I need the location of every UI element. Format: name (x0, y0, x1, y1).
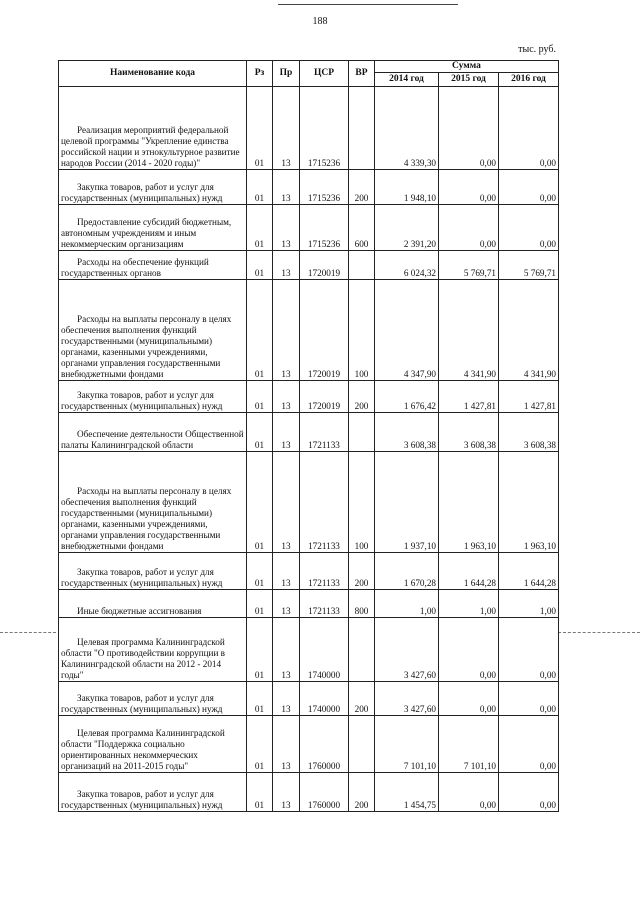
row-vr: 800 (349, 590, 375, 618)
header-2014: 2014 год (375, 73, 439, 87)
header-sum: Сумма (375, 61, 559, 73)
table-row (59, 170, 559, 205)
row-value-2014: 3 608,38 (375, 413, 439, 452)
row-vr: 200 (349, 170, 375, 205)
row-csr: 1740000 (300, 618, 349, 682)
row-csr: 1721133 (300, 590, 349, 618)
row-vr: 200 (349, 381, 375, 413)
row-vr (349, 618, 375, 682)
row-name: Обеспечение деятельности Общественной палаты Калининградской области (59, 413, 247, 452)
row-value-2015: 3 608,38 (439, 413, 499, 452)
row-vr: 200 (349, 682, 375, 716)
row-value-2014: 6 024,32 (375, 251, 439, 280)
header-2015: 2015 год (439, 73, 499, 87)
row-rz: 01 (247, 590, 273, 618)
row-value-2016: 0,00 (499, 205, 559, 251)
header-csr: ЦСР (300, 61, 349, 87)
row-rz: 01 (247, 553, 273, 590)
row-pr: 13 (273, 381, 300, 413)
row-name: Целевая программа Калининградской области "О противодействии коррупции в Калининградской области на 2012 - 2014 годы" (59, 618, 247, 682)
row-pr: 13 (273, 553, 300, 590)
row-pr: 13 (273, 452, 300, 553)
row-pr: 13 (273, 87, 300, 170)
row-rz: 01 (247, 716, 273, 773)
row-value-2016: 0,00 (499, 87, 559, 170)
table-row (59, 618, 559, 682)
row-name: Расходы на выплаты персоналу в целях обеспечения выполнения функций государственными (муниципальными) органами, казенными учреждениями, органами управления государственными внебюджетными фондами (59, 452, 247, 553)
row-value-2014: 3 427,60 (375, 682, 439, 716)
row-vr: 200 (349, 553, 375, 590)
row-value-2015: 0,00 (439, 773, 499, 812)
row-value-2014: 1 676,42 (375, 381, 439, 413)
row-pr: 13 (273, 170, 300, 205)
row-vr (349, 413, 375, 452)
row-csr: 1721133 (300, 452, 349, 553)
budget-table (58, 60, 559, 812)
row-value-2016: 1 427,81 (499, 381, 559, 413)
table-header-row (59, 61, 559, 73)
row-value-2016: 0,00 (499, 773, 559, 812)
row-csr: 1740000 (300, 682, 349, 716)
row-value-2016: 5 769,71 (499, 251, 559, 280)
row-csr: 1720019 (300, 280, 349, 381)
row-name: Иные бюджетные ассигнования (59, 590, 247, 618)
table-row (59, 413, 559, 452)
row-value-2015: 0,00 (439, 618, 499, 682)
table-body (59, 87, 559, 812)
row-value-2015: 4 341,90 (439, 280, 499, 381)
row-csr: 1760000 (300, 773, 349, 812)
page-number: 188 (312, 16, 328, 27)
row-value-2015: 5 769,71 (439, 251, 499, 280)
fold-mark-left (0, 632, 56, 633)
row-value-2015: 1 427,81 (439, 381, 499, 413)
row-name: Закупка товаров, работ и услуг для государственных (муниципальных) нужд (59, 170, 247, 205)
row-csr: 1720019 (300, 381, 349, 413)
row-vr: 100 (349, 452, 375, 553)
row-value-2016: 0,00 (499, 170, 559, 205)
row-csr: 1721133 (300, 553, 349, 590)
row-value-2014: 1 937,10 (375, 452, 439, 553)
row-value-2016: 4 341,90 (499, 280, 559, 381)
table-row (59, 205, 559, 251)
row-value-2016: 1 644,28 (499, 553, 559, 590)
row-csr: 1721133 (300, 413, 349, 452)
header-rz: Рз (247, 61, 273, 87)
row-value-2016: 1,00 (499, 590, 559, 618)
row-vr (349, 87, 375, 170)
row-vr: 100 (349, 280, 375, 381)
header-vr: ВР (349, 61, 375, 87)
row-value-2015: 0,00 (439, 87, 499, 170)
row-name: Расходы на обеспечение функций государственных органов (59, 251, 247, 280)
row-value-2015: 1 963,10 (439, 452, 499, 553)
table-row (59, 381, 559, 413)
row-pr: 13 (273, 280, 300, 381)
unit-label: тыс. руб. (518, 44, 556, 55)
row-pr: 13 (273, 682, 300, 716)
row-csr: 1720019 (300, 251, 349, 280)
row-pr: 13 (273, 251, 300, 280)
row-vr: 200 (349, 773, 375, 812)
row-value-2015: 0,00 (439, 205, 499, 251)
row-rz: 01 (247, 773, 273, 812)
row-rz: 01 (247, 381, 273, 413)
row-pr: 13 (273, 205, 300, 251)
row-vr (349, 716, 375, 773)
row-csr: 1715236 (300, 87, 349, 170)
row-csr: 1715236 (300, 205, 349, 251)
row-value-2014: 4 347,90 (375, 280, 439, 381)
row-pr: 13 (273, 716, 300, 773)
row-rz: 01 (247, 618, 273, 682)
row-value-2016: 0,00 (499, 682, 559, 716)
table-row (59, 87, 559, 170)
row-name: Расходы на выплаты персоналу в целях обеспечения выполнения функций государственными (муниципальными) органами, казенными учреждениями, органами управления государственными внебюджетными фондами (59, 280, 247, 381)
row-value-2015: 1,00 (439, 590, 499, 618)
row-value-2014: 1 670,28 (375, 553, 439, 590)
row-rz: 01 (247, 280, 273, 381)
row-value-2014: 1,00 (375, 590, 439, 618)
table-row (59, 452, 559, 553)
row-name: Закупка товаров, работ и услуг для государственных (муниципальных) нужд (59, 553, 247, 590)
row-name: Закупка товаров, работ и услуг для государственных (муниципальных) нужд (59, 682, 247, 716)
fold-mark-right (558, 632, 640, 633)
row-value-2016: 0,00 (499, 618, 559, 682)
table-row (59, 773, 559, 812)
row-name: Целевая программа Калининградской области "Поддержка социально ориентированных некоммерческих организаций на 2011-2015 годы" (59, 716, 247, 773)
row-value-2015: 1 644,28 (439, 553, 499, 590)
row-pr: 13 (273, 773, 300, 812)
row-rz: 01 (247, 682, 273, 716)
row-pr: 13 (273, 413, 300, 452)
row-pr: 13 (273, 590, 300, 618)
row-value-2014: 7 101,10 (375, 716, 439, 773)
table-row (59, 682, 559, 716)
row-vr (349, 251, 375, 280)
row-value-2014: 2 391,20 (375, 205, 439, 251)
row-value-2016: 1 963,10 (499, 452, 559, 553)
table-row (59, 716, 559, 773)
table-row (59, 251, 559, 280)
row-value-2016: 3 608,38 (499, 413, 559, 452)
row-value-2014: 1 454,75 (375, 773, 439, 812)
row-value-2016: 0,00 (499, 716, 559, 773)
row-rz: 01 (247, 413, 273, 452)
row-value-2015: 0,00 (439, 170, 499, 205)
row-value-2014: 4 339,30 (375, 87, 439, 170)
row-name: Закупка товаров, работ и услуг для государственных (муниципальных) нужд (59, 773, 247, 812)
row-rz: 01 (247, 87, 273, 170)
table-row (59, 553, 559, 590)
row-rz: 01 (247, 251, 273, 280)
row-name: Закупка товаров, работ и услуг для государственных (муниципальных) нужд (59, 381, 247, 413)
row-csr: 1760000 (300, 716, 349, 773)
row-value-2014: 3 427,60 (375, 618, 439, 682)
table-row (59, 280, 559, 381)
row-rz: 01 (247, 452, 273, 553)
table-row (59, 590, 559, 618)
row-rz: 01 (247, 170, 273, 205)
top-rule (278, 4, 458, 5)
row-value-2015: 7 101,10 (439, 716, 499, 773)
header-name: Наименование кода (59, 61, 247, 87)
header-2016: 2016 год (499, 73, 559, 87)
row-pr: 13 (273, 618, 300, 682)
row-vr: 600 (349, 205, 375, 251)
row-name: Реализация мероприятий федеральной целевой программы "Укрепление единства российской нации и этнокультурное развитие народов России (2014 - 2020 годы)" (59, 87, 247, 170)
row-name: Предоставление субсидий бюджетным, автономным учреждениям и иным некоммерческим организациям (59, 205, 247, 251)
row-value-2014: 1 948,10 (375, 170, 439, 205)
row-value-2015: 0,00 (439, 682, 499, 716)
row-csr: 1715236 (300, 170, 349, 205)
header-pr: Пр (273, 61, 300, 87)
row-rz: 01 (247, 205, 273, 251)
